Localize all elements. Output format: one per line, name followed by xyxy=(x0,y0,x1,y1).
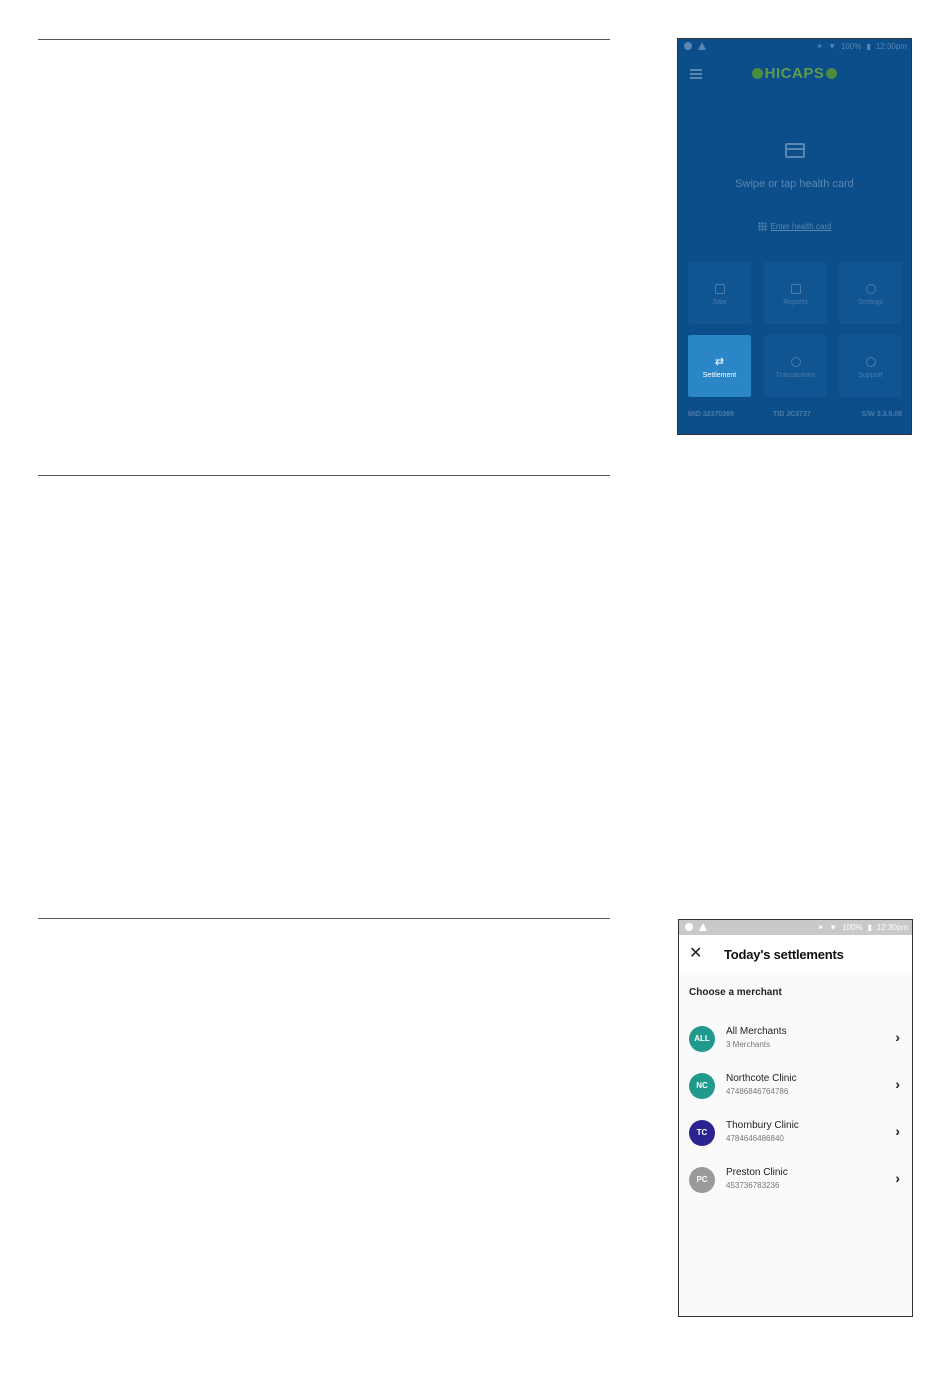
clock: 12:30pm xyxy=(875,42,907,51)
merchant-row-northcote[interactable] xyxy=(679,1067,912,1107)
enter-health-card-link[interactable]: Enter health card xyxy=(678,222,911,231)
chevron-right-icon: › xyxy=(895,1076,900,1092)
info-icon xyxy=(684,42,692,50)
card-icon xyxy=(785,143,805,158)
help-bubble-icon xyxy=(866,357,876,367)
plus-icon xyxy=(752,68,763,79)
app-bar xyxy=(679,935,912,973)
merchant-subtitle: 3 Merchants xyxy=(726,1040,771,1049)
merchant-name: Thornbury Clinic xyxy=(726,1120,799,1131)
swipe-prompt: Swipe or tap health card xyxy=(735,178,854,190)
gear-icon xyxy=(866,284,876,294)
chevron-right-icon: › xyxy=(895,1123,900,1139)
info-icon xyxy=(685,923,693,931)
wifi-icon: ▼ xyxy=(828,42,836,51)
status-bar xyxy=(679,920,912,935)
battery-level: 100% xyxy=(841,923,863,932)
merchant-subtitle: 4784646486840 xyxy=(726,1134,784,1143)
avatar: TC xyxy=(689,1120,715,1146)
section-label: Choose a merchant xyxy=(689,987,782,998)
tile-settlement[interactable]: ⇄ Settlement xyxy=(688,335,751,397)
clock: 12:30pm xyxy=(876,923,908,932)
avatar: PC xyxy=(689,1167,715,1193)
avatar: NC xyxy=(689,1073,715,1099)
wifi-icon: ▼ xyxy=(829,923,837,932)
merchant-subtitle: 47486846764786 xyxy=(726,1087,789,1096)
bluetooth-icon: ✶ xyxy=(817,923,825,932)
tile-settings[interactable]: Settings xyxy=(839,262,902,324)
battery-icon: ▮ xyxy=(867,923,872,932)
section-divider xyxy=(38,918,610,919)
chevron-right-icon: › xyxy=(895,1170,900,1186)
terminal-home-screen xyxy=(677,38,912,435)
battery-icon: ▮ xyxy=(866,42,871,51)
tile-reports[interactable]: Reports xyxy=(764,262,827,324)
status-bar xyxy=(678,39,911,56)
avatar: ALL xyxy=(689,1026,715,1052)
merchant-row-all[interactable] xyxy=(679,1020,912,1060)
terminal-id: TID JC3737 xyxy=(773,411,811,418)
dollar-circle-icon xyxy=(791,357,801,367)
tile-transactions[interactable]: Transactions xyxy=(764,335,827,397)
bluetooth-icon: ✶ xyxy=(816,42,824,51)
merchant-name: Preston Clinic xyxy=(726,1167,788,1178)
merchant-id: MID 32370369 xyxy=(688,411,734,418)
plus-icon xyxy=(826,68,837,79)
clipboard-icon xyxy=(791,284,801,294)
settlements-screen xyxy=(678,919,913,1317)
battery-level: 100% xyxy=(840,42,862,51)
keypad-icon xyxy=(758,222,767,231)
tile-support[interactable]: Support xyxy=(839,335,902,397)
hicaps-logo: HICAPS xyxy=(678,65,911,82)
warning-icon xyxy=(699,923,707,931)
merchant-subtitle: 453736783236 xyxy=(726,1181,780,1190)
page-title: Today's settlements xyxy=(724,947,844,962)
swap-arrows-icon: ⇄ xyxy=(714,356,725,368)
register-icon xyxy=(715,284,725,294)
section-divider xyxy=(38,475,610,476)
close-icon[interactable]: ✕ xyxy=(689,945,703,962)
merchant-row-preston[interactable] xyxy=(679,1161,912,1201)
merchant-name: All Merchants xyxy=(726,1026,787,1037)
merchant-name: Northcote Clinic xyxy=(726,1073,797,1084)
chevron-right-icon: › xyxy=(895,1029,900,1045)
section-divider xyxy=(38,39,610,40)
software-version: S/W 3.3.0.08 xyxy=(861,411,902,418)
tile-sale[interactable]: Sale xyxy=(688,262,751,324)
merchant-row-thornbury[interactable] xyxy=(679,1114,912,1154)
warning-icon xyxy=(698,42,706,50)
